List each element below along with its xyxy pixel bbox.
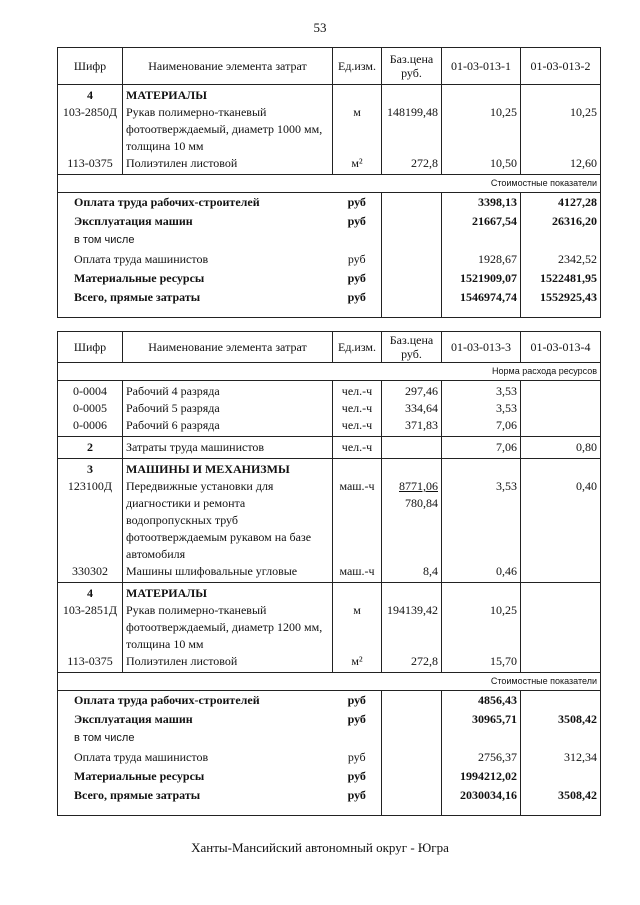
column-header: Баз.цена руб.: [382, 332, 442, 363]
column-header: Наименование элемента затрат: [123, 48, 333, 85]
value-col-2: 0,80: [521, 437, 601, 459]
resource-unit: [333, 583, 382, 603]
value-col-2: [521, 653, 601, 673]
cost-label-row: [58, 175, 601, 193]
cost-indicators-label: Стоимостные показатели: [58, 175, 601, 193]
cost-name: Всего, прямые затраты: [58, 288, 333, 307]
resource-unit: м²: [333, 653, 382, 673]
resource-name: Затраты труда машинистов: [123, 437, 333, 459]
cost-row: [58, 269, 601, 288]
resource-row: [58, 602, 601, 653]
spacer: [333, 805, 382, 816]
cost-value-1: 21667,54: [442, 212, 521, 231]
resource-name: Рабочий 6 разряда: [123, 417, 333, 437]
base-price: 272,8: [382, 155, 442, 175]
cost-name: в том числе: [58, 729, 333, 748]
resource-code: 0-0004: [58, 381, 123, 401]
cost-value-2: [521, 231, 601, 250]
cost-row: [58, 288, 601, 307]
resource-unit: [333, 459, 382, 479]
value-col-1: 15,70: [442, 653, 521, 673]
resource-row: [58, 478, 601, 563]
cost-name: Оплата труда рабочих-строителей: [58, 691, 333, 711]
resource-unit: маш.-ч: [333, 563, 382, 583]
cost-value-1: 2756,37: [442, 748, 521, 767]
column-header: 01-03-013-1: [442, 48, 521, 85]
value-col-1: 3,53: [442, 478, 521, 563]
section-row: [58, 459, 601, 479]
resource-name: Рукав полимерно-тканевый фотоотверждаемый, диаметр 1200 мм, толщина 10 мм: [123, 602, 333, 653]
base-price: 334,64: [382, 400, 442, 417]
cost-row: [58, 231, 601, 250]
cost-row: [58, 729, 601, 748]
column-header: Баз.цена руб.: [382, 48, 442, 85]
cost-name: Эксплуатация машин: [58, 710, 333, 729]
cost-value-2: 1552925,43: [521, 288, 601, 307]
cost-empty: [382, 767, 442, 786]
cost-empty: [382, 231, 442, 250]
resource-name: МАШИНЫ И МЕХАНИЗМЫ: [123, 459, 333, 479]
value-col-2: 10,25: [521, 104, 601, 155]
base-price: [382, 459, 442, 479]
section-label-row: [58, 363, 601, 381]
cost-value-2: 2342,52: [521, 250, 601, 269]
value-col-1: 7,06: [442, 437, 521, 459]
spacer: [58, 307, 333, 318]
resource-code: 4: [58, 85, 123, 105]
resource-unit: м²: [333, 155, 382, 175]
resource-unit: маш.-ч: [333, 478, 382, 563]
cost-row: [58, 212, 601, 231]
resource-unit: м: [333, 104, 382, 155]
resource-code: 4: [58, 583, 123, 603]
cost-empty: [382, 748, 442, 767]
resource-row: [58, 400, 601, 417]
cost-unit: руб: [333, 691, 382, 711]
cost-empty: [382, 212, 442, 231]
base-price: 148199,48: [382, 104, 442, 155]
section-row: [58, 583, 601, 603]
resource-name: Машины шлифовальные угловые: [123, 563, 333, 583]
value-col-1: 7,06: [442, 417, 521, 437]
value-col-2: [521, 563, 601, 583]
value-col-2: [521, 381, 601, 401]
table-end-row: [58, 307, 601, 318]
cost-table-2: [57, 331, 601, 816]
cost-empty: [382, 786, 442, 805]
value-col-2: 12,60: [521, 155, 601, 175]
norm-label: Норма расхода ресурсов: [58, 363, 601, 381]
cost-label-row: [58, 673, 601, 691]
spacer: [333, 307, 382, 318]
value-col-2: [521, 85, 601, 105]
cost-name: Материальные ресурсы: [58, 767, 333, 786]
spacer: [382, 805, 442, 816]
cost-unit: руб: [333, 269, 382, 288]
cost-unit: руб: [333, 767, 382, 786]
value-col-1: 3,53: [442, 381, 521, 401]
column-header: 01-03-013-4: [521, 332, 601, 363]
cost-empty: [382, 729, 442, 748]
value-col-2: [521, 602, 601, 653]
cost-value-2: 4127,28: [521, 193, 601, 213]
resource-unit: м: [333, 602, 382, 653]
resource-code: 123100Д: [58, 478, 123, 563]
value-col-1: 3,53: [442, 400, 521, 417]
base-price: [382, 85, 442, 105]
value-col-1: 0,46: [442, 563, 521, 583]
cost-empty: [382, 710, 442, 729]
cost-name: Эксплуатация машин: [58, 212, 333, 231]
table-end-row: [58, 805, 601, 816]
spacer: [382, 307, 442, 318]
cost-row: [58, 193, 601, 213]
cost-unit: руб: [333, 212, 382, 231]
value-col-1: 10,50: [442, 155, 521, 175]
resource-row: [58, 417, 601, 437]
resource-row: [58, 653, 601, 673]
cost-name: Оплата труда рабочих-строителей: [58, 193, 333, 213]
resource-row: [58, 381, 601, 401]
resource-code: 113-0375: [58, 653, 123, 673]
cost-row: [58, 786, 601, 805]
cost-value-1: 1994212,02: [442, 767, 521, 786]
value-col-2: [521, 400, 601, 417]
value-col-1: 10,25: [442, 602, 521, 653]
cost-unit: руб: [333, 193, 382, 213]
cost-unit: руб: [333, 288, 382, 307]
cost-value-2: 3508,42: [521, 710, 601, 729]
value-col-2: [521, 583, 601, 603]
cost-name: Оплата труда машинистов: [58, 250, 333, 269]
cost-value-2: [521, 767, 601, 786]
cost-value-1: 4856,43: [442, 691, 521, 711]
column-header: 01-03-013-3: [442, 332, 521, 363]
spacer: [521, 805, 601, 816]
resource-row: [58, 104, 601, 155]
value-col-2: [521, 459, 601, 479]
resource-code: 330302: [58, 563, 123, 583]
resource-unit: чел.-ч: [333, 381, 382, 401]
resource-name: МАТЕРИАЛЫ: [123, 85, 333, 105]
base-price-numerator: 8771,06: [399, 479, 438, 493]
resource-name: Рукав полимерно-тканевый фотоотверждаемый, диаметр 1000 мм, толщина 10 мм: [123, 104, 333, 155]
cost-unit: руб: [333, 748, 382, 767]
cost-empty: [382, 193, 442, 213]
cost-unit: руб: [333, 250, 382, 269]
cost-table-1: [57, 47, 601, 318]
value-col-2: 0,40: [521, 478, 601, 563]
cost-unit: [333, 729, 382, 748]
resource-row: [58, 563, 601, 583]
resource-name: Полиэтилен листовой: [123, 653, 333, 673]
cost-name: Оплата труда машинистов: [58, 748, 333, 767]
cost-unit: руб: [333, 710, 382, 729]
cost-empty: [382, 691, 442, 711]
section-row: [58, 85, 601, 105]
table-header-row: [58, 332, 601, 363]
value-col-1: [442, 459, 521, 479]
value-col-2: [521, 417, 601, 437]
cost-value-1: 30965,71: [442, 710, 521, 729]
base-price: [382, 478, 442, 563]
resource-name: Рабочий 5 разряда: [123, 400, 333, 417]
cost-empty: [382, 269, 442, 288]
cost-value-2: [521, 729, 601, 748]
cost-value-2: 312,34: [521, 748, 601, 767]
cost-value-2: 26316,20: [521, 212, 601, 231]
cost-name: Всего, прямые затраты: [58, 786, 333, 805]
cost-value-1: 1546974,74: [442, 288, 521, 307]
cost-row: [58, 767, 601, 786]
resource-code: 3: [58, 459, 123, 479]
column-header: Наименование элемента затрат: [123, 332, 333, 363]
cost-value-1: 3398,13: [442, 193, 521, 213]
resource-row: [58, 437, 601, 459]
value-col-1: [442, 583, 521, 603]
resource-code: 0-0006: [58, 417, 123, 437]
cost-row: [58, 250, 601, 269]
resource-code: 113-0375: [58, 155, 123, 175]
cost-name: в том числе: [58, 231, 333, 250]
table-header-row: [58, 48, 601, 85]
resource-name: МАТЕРИАЛЫ: [123, 583, 333, 603]
resource-code: 103-2851Д: [58, 602, 123, 653]
spacer: [442, 805, 521, 816]
resource-unit: чел.-ч: [333, 437, 382, 459]
resource-unit: чел.-ч: [333, 417, 382, 437]
base-price: [382, 437, 442, 459]
cost-empty: [382, 250, 442, 269]
spacer: [521, 307, 601, 318]
base-price: [382, 583, 442, 603]
base-price: 272,8: [382, 653, 442, 673]
cost-unit: руб: [333, 786, 382, 805]
resource-row: [58, 155, 601, 175]
base-price: 371,83: [382, 417, 442, 437]
resource-unit: чел.-ч: [333, 400, 382, 417]
base-price-denominator: 780,84: [405, 496, 438, 510]
cost-row: [58, 748, 601, 767]
cost-row: [58, 710, 601, 729]
base-price: 8,4: [382, 563, 442, 583]
base-price: 297,46: [382, 381, 442, 401]
resource-code: 0-0005: [58, 400, 123, 417]
column-header: Ед.изм.: [333, 48, 382, 85]
column-header: Шифр: [58, 48, 123, 85]
value-col-1: 10,25: [442, 104, 521, 155]
spacer: [442, 307, 521, 318]
value-col-1: [442, 85, 521, 105]
spacer: [58, 805, 333, 816]
resource-name: Передвижные установки для диагностики и ремонта водопропускных труб фотоотверждаемым рукавом на базе автомобиля: [123, 478, 333, 563]
cost-value-2: 1522481,95: [521, 269, 601, 288]
page-number: 53: [313, 20, 327, 35]
resource-unit: [333, 85, 382, 105]
cost-indicators-label: Стоимостные показатели: [58, 673, 601, 691]
cost-value-2: 3508,42: [521, 786, 601, 805]
cost-value-1: 1928,67: [442, 250, 521, 269]
cost-name: Материальные ресурсы: [58, 269, 333, 288]
column-header: 01-03-013-2: [521, 48, 601, 85]
resource-name: Рабочий 4 разряда: [123, 381, 333, 401]
resource-code: 2: [58, 437, 123, 459]
cost-empty: [382, 288, 442, 307]
cost-unit: [333, 231, 382, 250]
base-price: 194139,42: [382, 602, 442, 653]
cost-row: [58, 691, 601, 711]
column-header: Ед.изм.: [333, 332, 382, 363]
column-header: Шифр: [58, 332, 123, 363]
page-footer: Ханты-Мансийский автономный округ - Югра: [191, 840, 449, 855]
cost-value-1: [442, 729, 521, 748]
cost-value-2: [521, 691, 601, 711]
cost-value-1: 2030034,16: [442, 786, 521, 805]
cost-value-1: [442, 231, 521, 250]
resource-name: Полиэтилен листовой: [123, 155, 333, 175]
cost-value-1: 1521909,07: [442, 269, 521, 288]
resource-code: 103-2850Д: [58, 104, 123, 155]
